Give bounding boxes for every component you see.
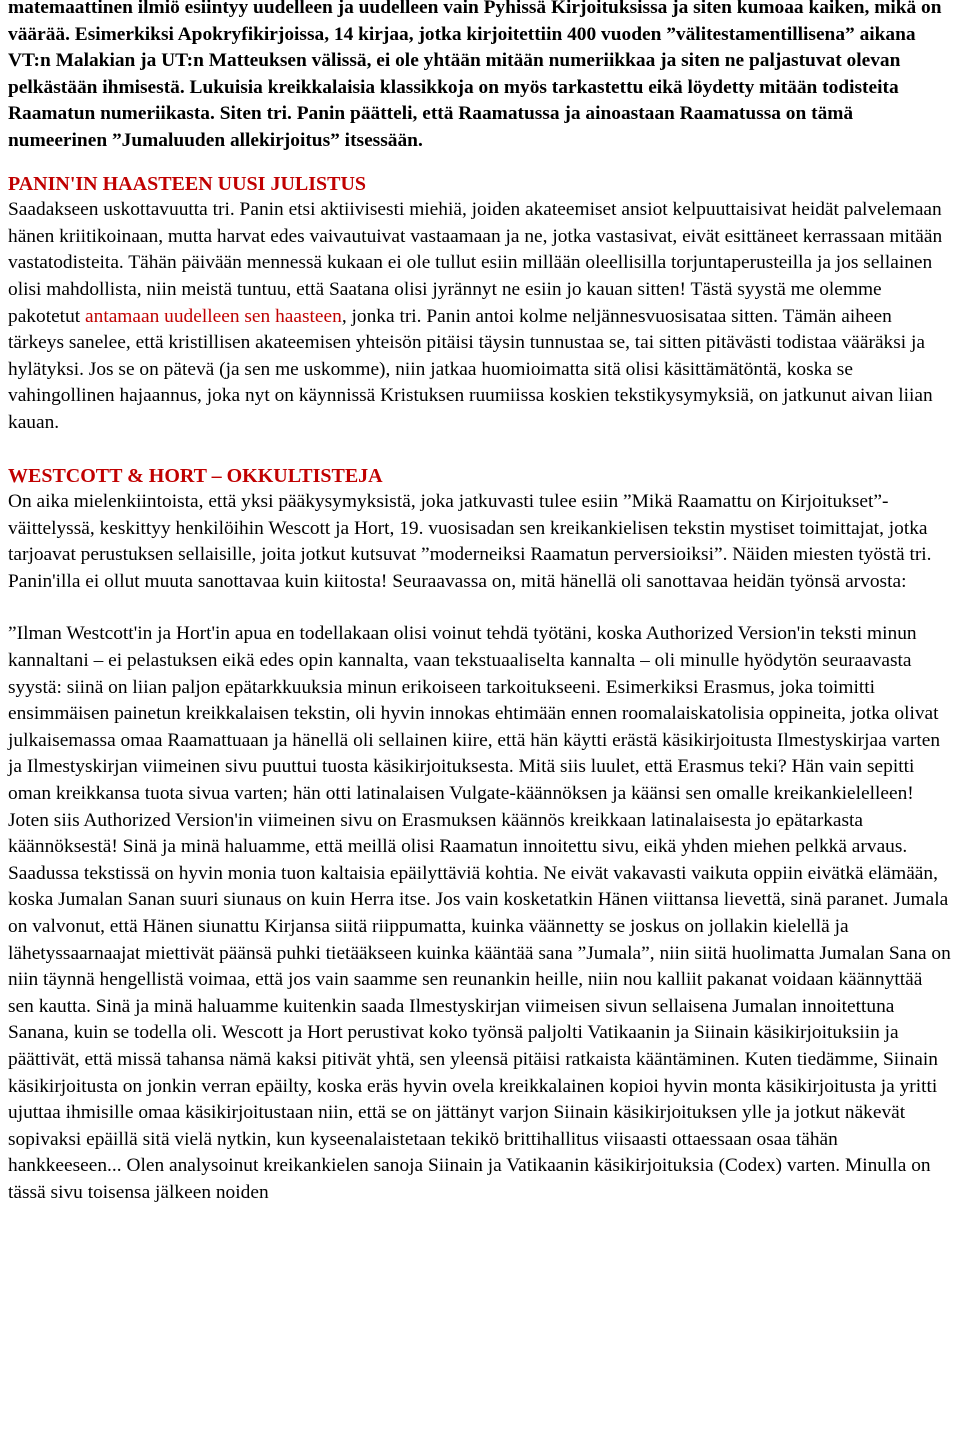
panin-text-after: , jonka tri. Panin antoi kolme neljännesvuosisataa sitten. Tämän aiheen tärkeys sanelee, että kristillisen akateemisen yhteisön pitäisi täysin tunnustaa se, tai sitten pitävästi todistaa vääräksi ja hylätyksi. Jos se on pätevä (ja sen me uskomme), niin jatkaa huomioimatta sitä olisi käsittämätöntä, koska se vahingollinen hajaannus, joka nyt on käynnissä Kristuksen ruumiissa koskien tekstikysymyksiä, on jatkunut aivan liian kauan. [8, 305, 933, 433]
highlighted-phrase: antamaan uudelleen sen haasteen [85, 305, 342, 327]
panin-text-before: Saadakseen uskottavuutta tri. Panin etsi aktiivisesti miehiä, joiden akateemiset ansiot kelpuuttaisivat heidät palvelemaan hänen kriitikoinaan, mutta harvat edes vaivautuivat vastaamaan ja ne, jotka vastasivat, eivät esittäneet kerrassaan mitään vastatodisteita. Tähän päivään mennessä kukaan ei ole tullut esiin millään oleellisilla torjuntaperusteilla ja jos sellainen olisi mahdollista, niin meistä tuntuu, että Saatana olisi jyrännyt ne esiin jo kauan sitten! Tästä syystä me olemme pakotetut [8, 199, 943, 327]
westcott-hort-paragraph: On aika mielenkiintoista, että yksi pääkysymyksistä, joka jatkuvasti tulee esiin ”Mikä Raamattu on Kirjoitukset”-väittelyssä, keskittyy henkilöihin Wescott ja Hort, 19. vuosisadan sen kreikankielisen tekstin mystiset toimittajat, jotka tarjoavat perustuksen sellaisille, joita jotkut kutsuvat ”moderneiksi Raamatun perversioiksi”. Näiden miesten työstä tri. Panin'illa ei ollut muuta sanottavaa kuin kiitosta! Seuraavassa on, mitä hänellä oli sanottavaa heidän työnsä arvosta: [8, 491, 932, 592]
section-heading-westcott-hort: WESTCOTT & HORT – OKKULTISTEJA [8, 464, 383, 487]
section-heading-panin-challenge: PANIN'IN HAASTEEN UUSI JULISTUS [8, 172, 367, 195]
panin-quote-paragraph: ”Ilman Westcott'in ja Hort'in apua en todellakaan olisi voinut tehdä työtäni, koska Authorized Version'in teksti minun kannaltani – ei pelastuksen eikä edes opin kannalta, vaan tekstuaaliselta kannalta – oli minulle hyödytön seuraavasta syystä: siinä on liian paljon epätarkkuuksia minun erikoiseen tarkoitukseeni. Esimerkiksi Erasmus, joka toimitti ensimmäisen painetun kreikkalaisen tekstin, oli hyvin innokas ehtimään ennen roomalaiskatolisia oppineita, jotka olivat julkaisemassa omaa Raamattuaan ja hänellä oli sellainen kiire, että hän käytti erästä käsikirjoitusta Ilmestyskirjaa varten ja Ilmestyskirjan viimeinen sivu puuttui tuosta käsikirjoituksesta. Mitä siis luulet, että Erasmus teki? Hän vain sepitti oman kreikkansa tuota sivua varten; hän otti latinalaisen Vulgate-käännöksen ja käänsi sen omalle kreikankielelleen! Joten siis Authorized Version'in viimeinen sivu on Erasmuksen käännös kreikkaan latinalaisesta jo epätarkasta käännöksestä! Sinä ja minä haluamme, että meillä olisi Raamatun innoitettu sivu, eikä yhden miehen pelkkä arvaus. Saadussa tekstissä on hyvin monia tuon kaltaisia epäilyttäviä kohtia. Ne eivät vakavasti vaikuta oppiin eivätkä elämään, koska Jumalan Sanan suuri siunaus on kuin Herra itse. Jos vain kosketatkin Hänen viittansa lievettä, sinä paranet. Jumala on valvonut, että Hänen siunattu Kirjansa siitä riippumatta, kuinka väännetty se joskus on jollakin kielellä ja lähetyssaarnaajat miettivät päänsä puhki tietääkseen kuinka kääntää sana ”Jumala”, niin siitä huolimatta Jumalan Sana on niin täynnä hengellistä voimaa, että jos vain saamme sen reunankin heille, niin nou kalliit pakanat voidaan käännyttää sen kautta. Sinä ja minä haluamme kuitenkin saada Ilmestyskirjan viimeisen sivun sellaisena Jumalan innoitettuna Sanana, kuin se todella oli. Wescott ja Hort perustivat koko työnsä paljolti Vatikaanin ja Siinain käsikirjoituksiin ja päättivät, että missä tahansa nämä kaksi pitivät yhtä, sen yleensä pitäisi ratkaista kääntäminen. Kuten tiedämme, Siinain käsikirjoitusta on jonkin verran epäilty, koska eräs hyvin ovela kreikkalainen kopioi hyvin monta käsikirjoitusta ja yritti ujuttaa ihmisille omaa käsikirjoitustaan niin, että se on jättänyt varjon Siinain käsikirjoituksen ylle ja jotkut näkevät sopivaksi epäillä sitä vielä nytkin, kun kyseenalaistetaan tekikö brittihallitus viisaasti ottaessaan osaa tähän hankkeeseen... Olen analysoinut kreikankielen sanoja Siinain ja Vatikaanin käsikirjoituksia (Codex) varten. Minulla on tässä sivu toisensa jälkeen noiden [8, 623, 951, 1203]
panin-challenge-paragraph [8, 197, 952, 436]
intro-paragraph: matemaattinen ilmiö esiintyy uudelleen ja uudelleen vain Pyhissä Kirjoituksissa ja siten kumoaa kaiken, mikä on väärää. Esimerkiksi Apokryfikirjoissa, 14 kirjaa, jotka kirjoitettiin 400 vuoden ”välitestamentillisena” aikana VT:n Malakian ja UT:n Matteuksen välissä, ei ole yhtään mitään numeriikkaa ja siten ne paljastuvat olevan pelkästään ihmisestä. Lukuisia kreikkalaisia klassikkoja on myös tarkastettu eikä löydetty mitään todisteita Raamatun numeriikasta. Siten tri. Panin päätteli, että Raamatussa ja ainoastaan Raamatussa on tämä numeerinen ”Jumaluuden allekirjoitus” itsessään. [8, 0, 942, 151]
